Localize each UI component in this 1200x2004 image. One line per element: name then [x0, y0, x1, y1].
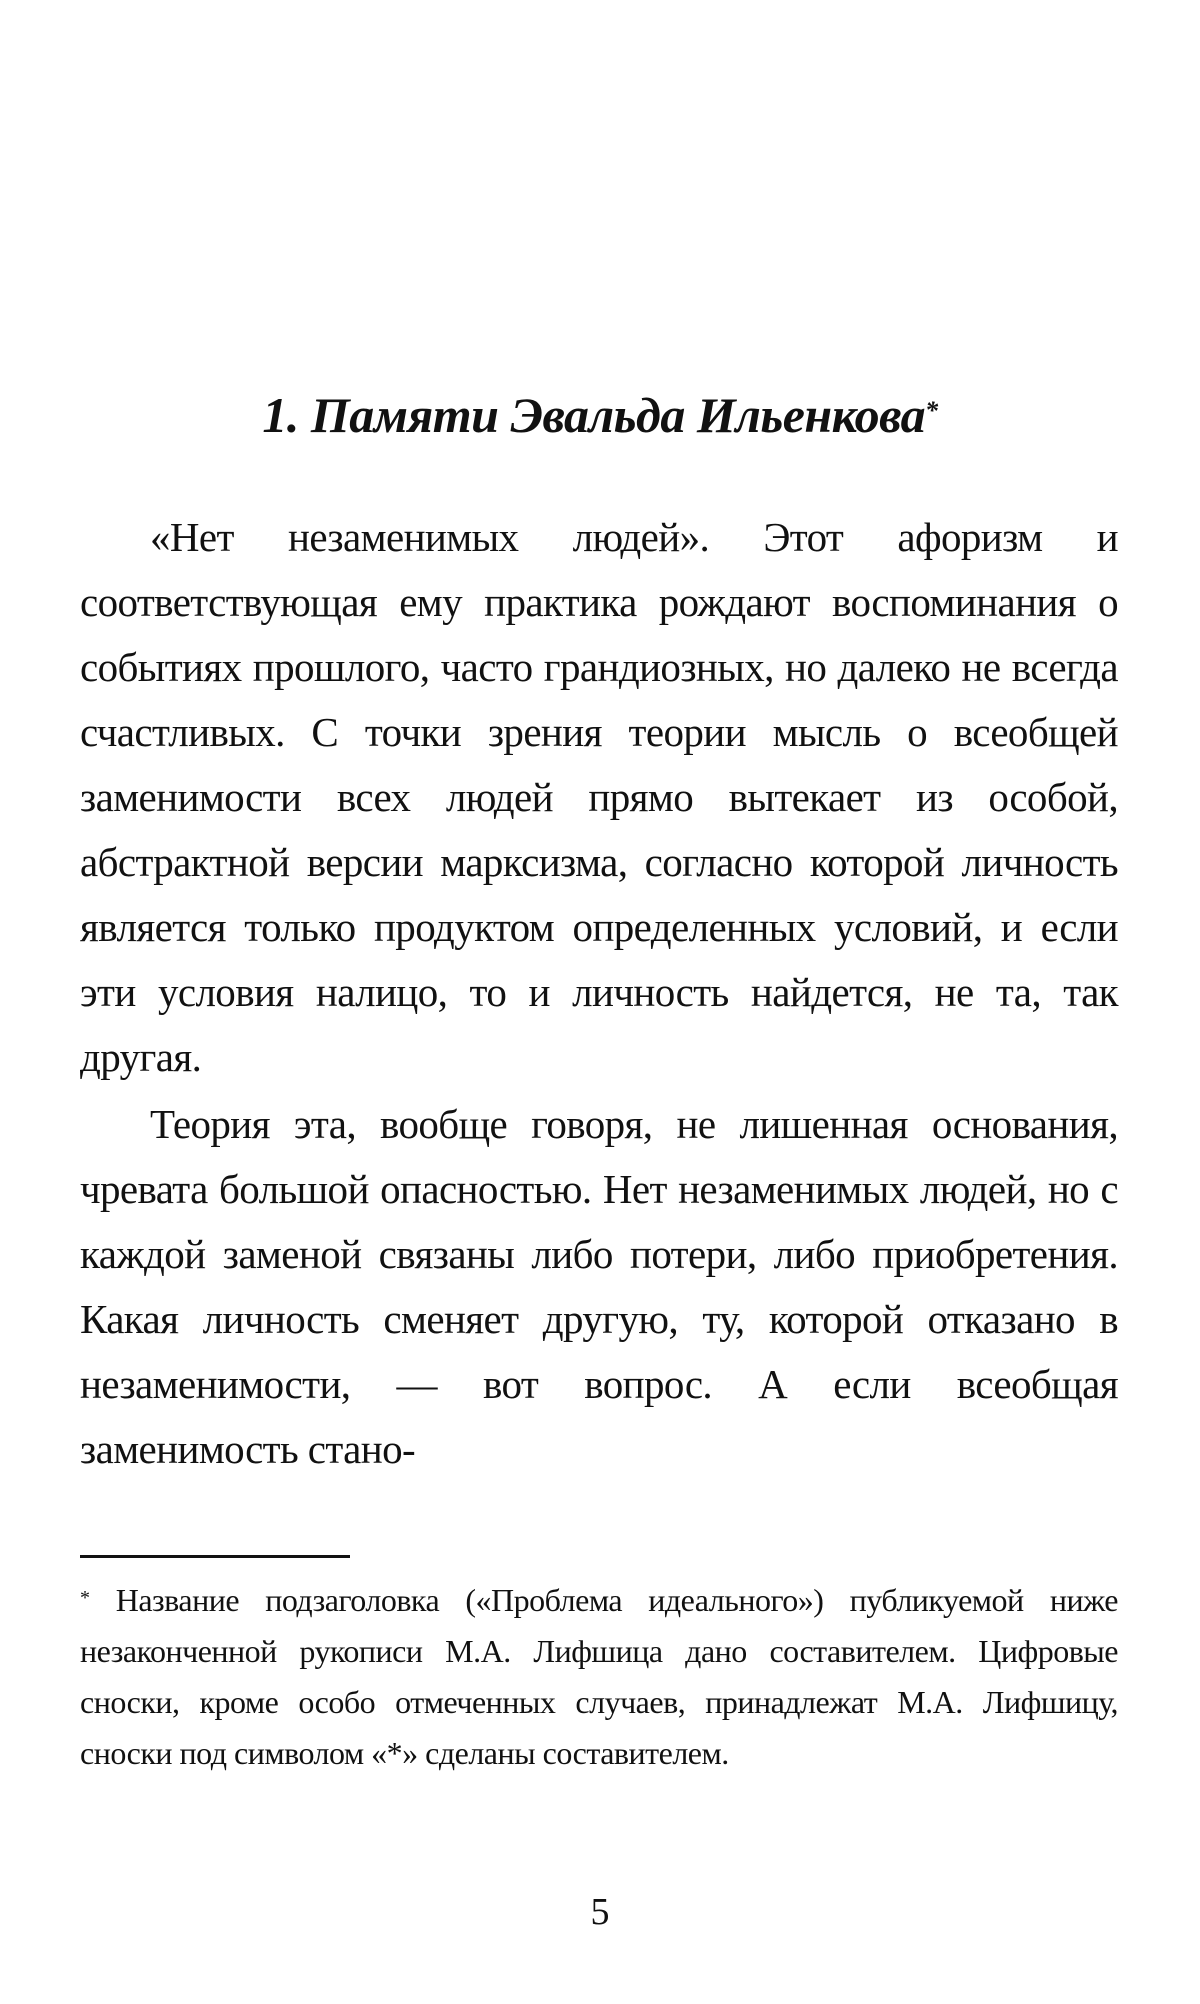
paragraph-1: «Нет незаменимых людей». Этот афоризм и соответствующая ему практика рождают воспоминания о событиях прошлого, часто грандиозных, но далеко не всегда счастливых. С точки зрения теории мысль о всеобщей заменимости всех людей прямо вытекает из особой, абстрактной версии марксизма, согласно которой личность является только продуктом определенных условий, и если эти условия налицо, то и личность найдется, не та, так другая. [80, 514, 1118, 1080]
page-number: 5 [590, 1891, 610, 1933]
footnote [80, 1575, 1118, 1779]
chapter-title [0, 385, 1200, 445]
footnote-separator [80, 1555, 350, 1558]
title-footnote-mark: * [925, 396, 938, 425]
chapter-title-text: 1. Памяти Эвальда Ильенкова [262, 387, 926, 443]
footnote-text: Название подзаголовка («Проблема идеального») публикуемой ниже незаконченной рукописи М.А. Лифшица дано составителем. Цифровые сноски, кроме особо отмеченных случаев, принадлежат М.А. Лифшицу, сноски под символом «*» сделаны составителем. [80, 1582, 1119, 1771]
body-text [80, 505, 1118, 1484]
paragraph-2: Теория эта, вообще говоря, не лишенная основания, чревата большой опасностью. Нет незаменимых людей, но с каждой заменой связаны либо потери, либо приобретения. Какая личность сменяет другую, ту, которой отказано в незаменимости, — вот вопрос. А если всеобщая заменимость стано- [80, 1101, 1118, 1472]
footnote-mark: * [80, 1587, 90, 1609]
